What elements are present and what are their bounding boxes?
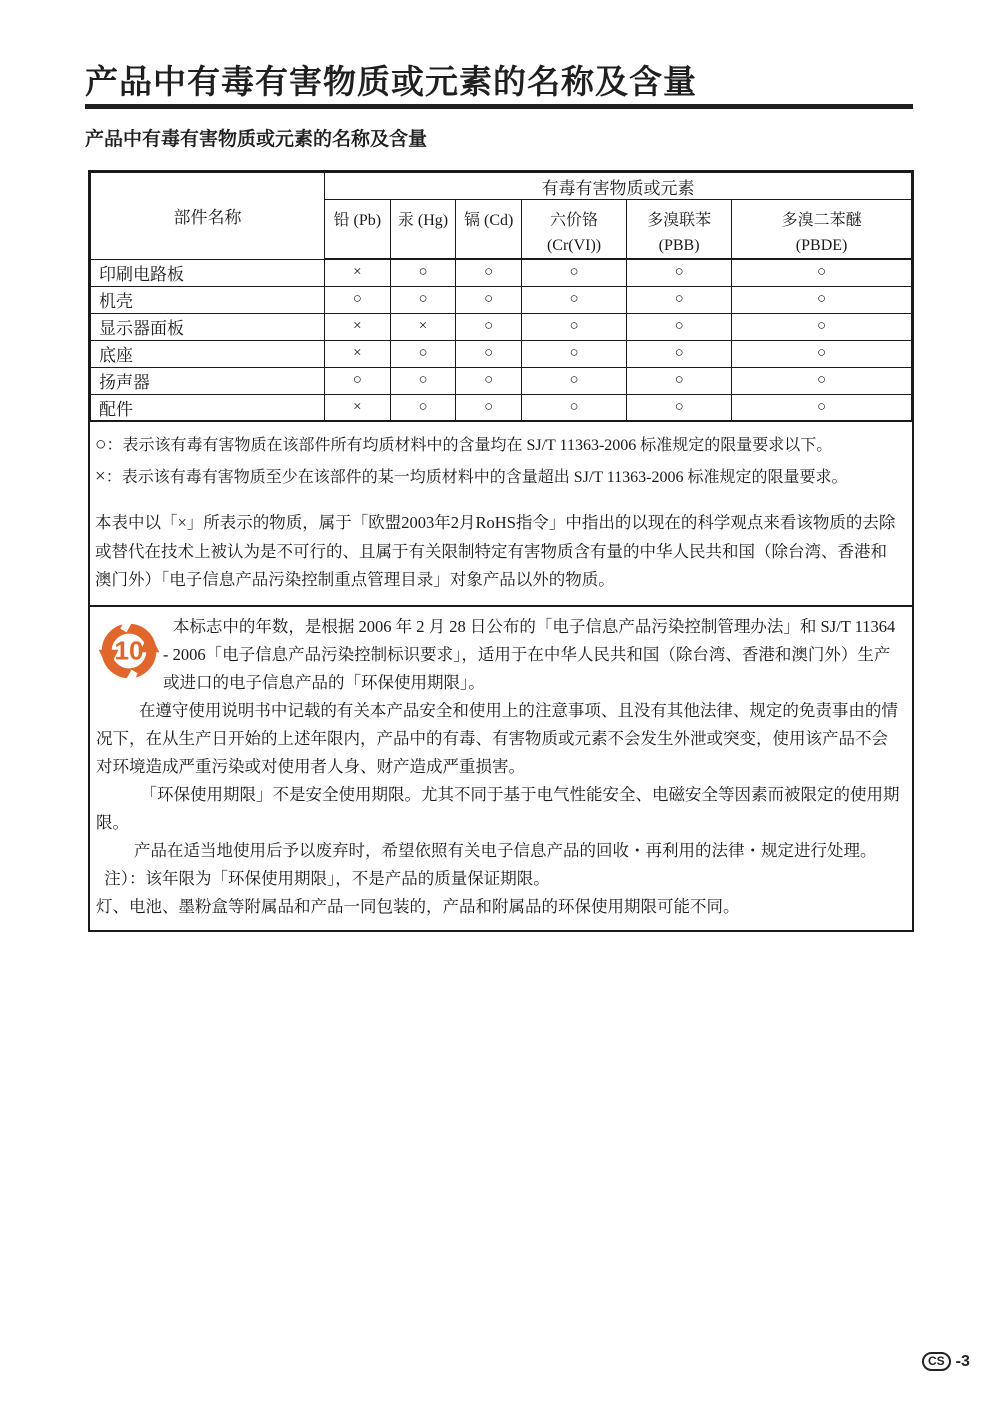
table-row	[91, 259, 912, 286]
mark-cell: ×	[390, 313, 456, 340]
efup-paragraph-disposal: 产品在适当地使用后予以废弃时，希望依照有关电子信息产品的回收・再利用的法律・规定进行处理。	[133, 840, 877, 860]
table-row	[91, 286, 912, 313]
efup-paragraph-note: 注）：该年限为「环保使用期限」，不是产品的质量保证期限。	[104, 868, 550, 888]
rohs-exemption-note: 本表中以「×」所表示的物质，属于「欧盟2003年2月RoHS指令」中指出的以现在的科学观点来看该物质的去除或替代在技术上被认为是不可行的、且属于有关限制特定有害物质含有量的中华人民共和国（除台湾、香港和澳门外）「电子信息产品污染控制重点管理目录」对象产品以外的物质。	[95, 513, 896, 589]
mark-cell: ○	[522, 340, 627, 367]
mark-cell: ×	[324, 313, 390, 340]
cross-mark-symbol: ×	[95, 466, 106, 487]
table-row	[91, 313, 912, 340]
mark-cell: ○	[732, 286, 912, 313]
mark-cell: ○	[522, 367, 627, 394]
mark-cell: ○	[390, 367, 456, 394]
efup-paragraph-accessories: 灯、电池、墨粉盒等附属品和产品一同包装的，产品和附属品的环保使用期限可能不同。	[96, 896, 740, 916]
mark-cell: ○	[522, 313, 627, 340]
table-row	[91, 367, 912, 394]
mark-cell: ○	[627, 259, 732, 286]
part-name-cell: 显示器面板	[91, 313, 325, 340]
mark-cell: ○	[456, 259, 522, 286]
table-row	[91, 340, 912, 367]
section-subtitle: 产品中有毒有害物质或元素的名称及含量	[85, 129, 428, 150]
language-badge: CS	[922, 1352, 951, 1371]
efup-paragraph-safety-conditions: 在遵守使用说明书中记载的有关本产品安全和使用上的注意事项、且没有其他法律、规定的免责事由的情况下，在从生产日开始的上述年限内，产品中的有毒、有害物质或元素不会发生外泄或突变，使用该产品不会对环境造成严重污染或对使用者人身、财产造成严重损害。	[96, 700, 898, 776]
mark-cell: ○	[456, 394, 522, 421]
mark-cell: ○	[522, 259, 627, 286]
page-footer	[922, 1352, 970, 1371]
mark-cell: ○	[324, 367, 390, 394]
column-header-mercury: 汞 (Hg)	[390, 200, 456, 260]
part-name-cell: 印刷电路板	[91, 259, 325, 286]
part-name-cell: 扬声器	[91, 367, 325, 394]
mark-cell: ○	[456, 340, 522, 367]
rohs-table-box	[88, 170, 914, 932]
legend-section	[90, 422, 912, 605]
mark-cell: ○	[627, 367, 732, 394]
part-name-cell: 机壳	[91, 286, 325, 313]
mark-cell: ○	[627, 340, 732, 367]
legend-circle-definition	[95, 429, 900, 461]
page-title: 产品中有毒有害物质或元素的名称及含量	[85, 63, 697, 100]
mark-cell: ○	[522, 286, 627, 313]
mark-cell: ○	[324, 286, 390, 313]
mark-cell: ○	[522, 394, 627, 421]
legend-cross-text: ：表示该有毒有害物质至少在该部件的某一均质材料中的含量超出 SJ/T 11363-2006 标准规定的限量要求。	[105, 469, 848, 486]
mark-cell: ○	[456, 313, 522, 340]
column-header-cadmium: 镉 (Cd)	[456, 200, 522, 260]
mark-cell: ○	[390, 394, 456, 421]
mark-cell: ○	[390, 340, 456, 367]
column-header-pbb: 多溴联苯 (PBB)	[627, 200, 732, 260]
mark-cell: ○	[732, 313, 912, 340]
page-number: -3	[955, 1352, 970, 1370]
china-rohs-efup-10-logo	[98, 620, 160, 682]
mark-cell: ○	[390, 259, 456, 286]
column-header-lead: 铅 (Pb)	[324, 200, 390, 260]
mark-cell: ×	[324, 259, 390, 286]
column-header-pbde: 多溴二苯醚 (PBDE)	[732, 200, 912, 260]
efup-paragraph-mark-years: 本标志中的年数，是根据 2006 年 2 月 28 日公布的「电子信息产品污染控制管理办法」和 SJ/T 11364 - 2006「电子信息产品污染控制标识要求」，适用于在中华人民共和国（除台湾、香港和澳门外）生产或进口的电子信息产品的「环保使用期限」。	[163, 616, 896, 692]
mark-cell: ○	[456, 286, 522, 313]
column-header-part-name: 部件名称	[91, 173, 325, 260]
legend-circle-text: ：表示该有毒有害物质在该部件所有均质材料中的含量均在 SJ/T 11363-2006 标准规定的限量要求以下。	[106, 437, 833, 454]
svg-text:10: 10	[114, 635, 144, 666]
hazardous-substances-table	[90, 172, 912, 422]
efup-section	[90, 605, 912, 930]
column-group-header-substances: 有毒有害物质或元素	[324, 173, 911, 200]
mark-cell: ○	[390, 286, 456, 313]
title-divider	[85, 104, 913, 109]
efup-paragraph-not-safe-use-period: 「环保使用期限」不是安全使用期限。尤其不同于基于电气性能安全、电磁安全等因素而被限定的使用期限。	[96, 784, 900, 832]
mark-cell: ○	[627, 313, 732, 340]
mark-cell: ×	[324, 340, 390, 367]
legend-cross-definition	[95, 461, 900, 493]
table-row	[91, 394, 912, 421]
part-name-cell: 底座	[91, 340, 325, 367]
mark-cell: ○	[732, 259, 912, 286]
mark-cell: ○	[627, 286, 732, 313]
circle-mark-symbol: ○	[95, 434, 107, 455]
mark-cell: ○	[456, 367, 522, 394]
mark-cell: ○	[627, 394, 732, 421]
mark-cell: ○	[732, 340, 912, 367]
part-name-cell: 配件	[91, 394, 325, 421]
mark-cell: ×	[324, 394, 390, 421]
column-header-hexavalent-chromium: 六价铬 (Cr(VI))	[522, 200, 627, 260]
mark-cell: ○	[732, 394, 912, 421]
mark-cell: ○	[732, 367, 912, 394]
